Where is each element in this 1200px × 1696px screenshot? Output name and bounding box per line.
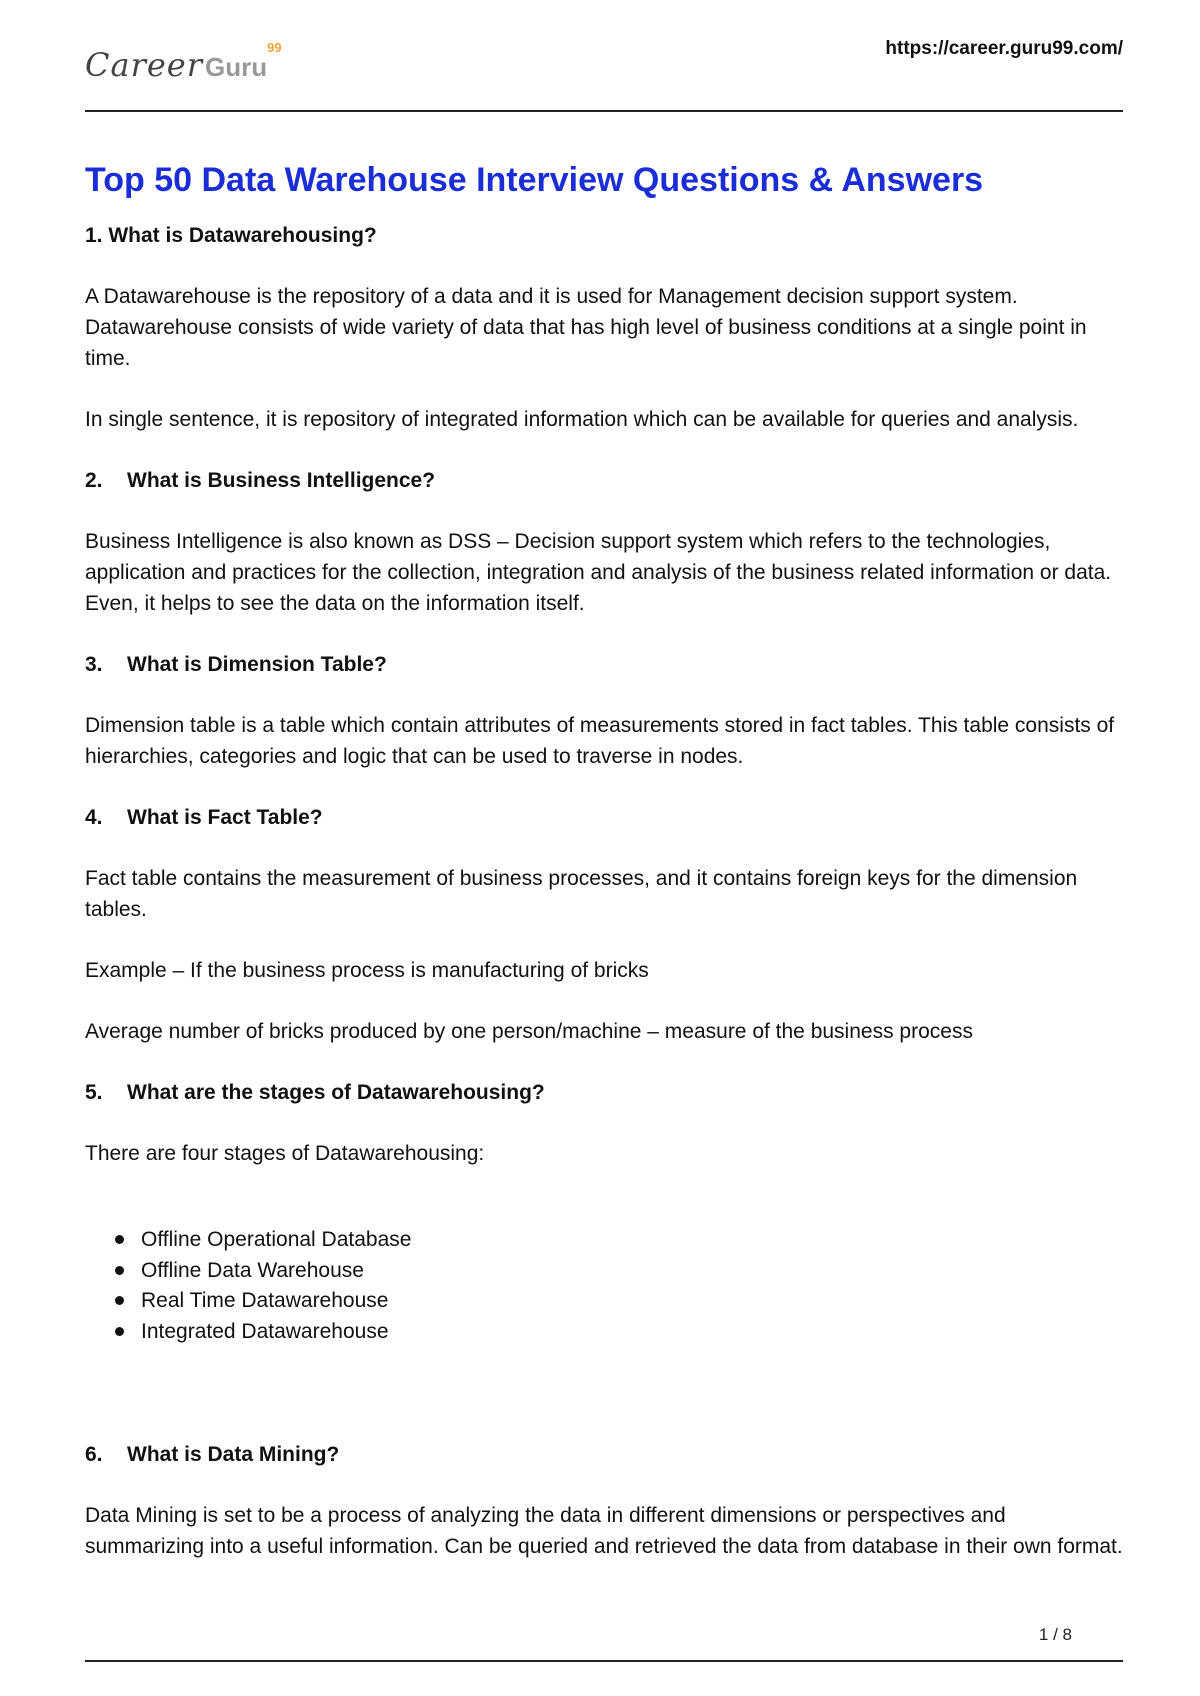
question-6: [85, 1439, 1125, 1470]
logo-guru-text: Guru: [205, 52, 268, 82]
bullet-icon: [115, 1266, 124, 1275]
answer-4-paragraph-1: Fact table contains the measurement of business processes, and it contains foreign keys for the dimension tables.: [85, 867, 1078, 921]
list-item: Integrated Datawarehouse: [141, 1317, 1125, 1348]
question-number: 3.: [85, 653, 103, 676]
answer-4-paragraph-2: Example – If the business process is manufacturing of bricks: [85, 959, 649, 982]
footer-divider: [85, 1660, 1123, 1662]
question-4: [85, 802, 1125, 833]
question-2: [85, 465, 1125, 496]
answer-3-paragraph-1: Dimension table is a table which contain attributes of measurements stored in fact tables. This table consists of hierarchies, categories and logic that can be used to traverse in nodes.: [85, 714, 1115, 768]
list-item: Real Time Datawarehouse: [141, 1286, 1125, 1317]
logo-superscript: 99: [267, 40, 282, 55]
page-number: 1 / 8: [1038, 1625, 1072, 1644]
question-3: [85, 649, 1125, 680]
bullet-icon: [115, 1327, 124, 1336]
question-5: [85, 1077, 1125, 1108]
question-number: 1.: [85, 224, 103, 247]
answer-1-paragraph-1: A Datawarehouse is the repository of a data and it is used for Management decision support system. Datawarehouse consists of wide variety of data that has high level of business conditions at a single point in time.: [85, 285, 1087, 370]
question-text: What is Datawarehousing?: [108, 224, 377, 247]
answer-4-paragraph-3: Average number of bricks produced by one person/machine – measure of the business process: [85, 1020, 973, 1043]
answer-5-paragraph-1: There are four stages of Datawarehousing:: [85, 1142, 485, 1165]
question-text: What is Data Mining?: [127, 1443, 340, 1466]
page-title: Top 50 Data Warehouse Interview Questions & Answers: [85, 161, 984, 199]
question-text: What is Business Intelligence?: [127, 469, 436, 492]
question-number: 6.: [85, 1443, 103, 1466]
bullet-icon: [115, 1235, 124, 1244]
answer-6-paragraph-1: Data Mining is set to be a process of analyzing the data in different dimensions or perspectives and summarizing into a useful information. Can be queried and retrieved the data from database in their own format.: [85, 1504, 1123, 1558]
question-number: 2.: [85, 469, 103, 492]
stages-list: [85, 1225, 1125, 1347]
question-number: 4.: [85, 806, 103, 829]
question-1: [85, 220, 1125, 251]
list-item: Offline Operational Database: [141, 1225, 1125, 1256]
document-body: [85, 160, 1125, 1562]
question-text: What is Fact Table?: [127, 806, 323, 829]
question-text: What is Dimension Table?: [127, 653, 387, 676]
page-header: [85, 36, 1123, 112]
header-divider: [85, 110, 1123, 112]
question-number: 5.: [85, 1081, 103, 1104]
header-url-link[interactable]: https://career.guru99.com/: [885, 38, 1123, 59]
careerguru-logo: [85, 40, 282, 102]
answer-2-paragraph-1: Business Intelligence is also known as DSS – Decision support system which refers to the technologies, application and practices for the collection, integration and analysis of the business related information or data. Even, it helps to see the data on the information itself.: [85, 530, 1112, 615]
logo-career-text: Career: [85, 46, 204, 84]
answer-1-paragraph-2: In single sentence, it is repository of integrated information which can be available for queries and analysis.: [85, 408, 1079, 431]
bullet-icon: [115, 1296, 124, 1305]
question-text: What are the stages of Datawarehousing?: [127, 1081, 545, 1104]
list-item: Offline Data Warehouse: [141, 1256, 1125, 1287]
